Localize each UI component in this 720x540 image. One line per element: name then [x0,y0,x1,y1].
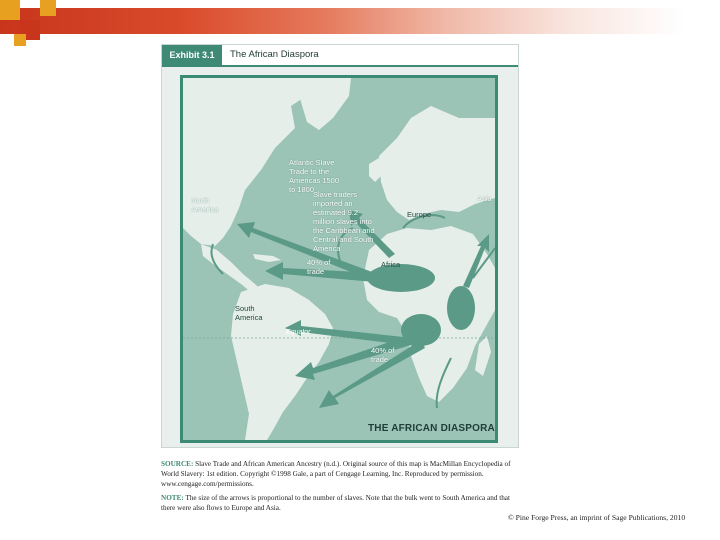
exhibit-number: Exhibit 3.1 [162,45,222,65]
top-decorative-bar [0,8,720,34]
madagascar-landmass [475,336,491,376]
copyright-notice: © Pine Forge Press, an imprint of Sage Publications, 2010 [508,513,686,522]
exhibit-figure [161,44,519,448]
label-40-percent-top: 40% of trade [307,258,331,276]
decorative-square [14,34,26,46]
label-north-america: North America [191,196,219,214]
label-asia: Asia [477,194,492,203]
africa-landmass [363,226,495,402]
label-slave-traders: Slave traders imported an estimated 9.2 million slaves into the Caribbean and Central and South America [313,190,375,253]
label-south-america: South America [235,304,263,322]
map-banner-title: THE AFRICAN DIASPORA [368,423,495,434]
note [161,493,517,513]
map-graphic [183,78,495,440]
exhibit-caption [161,459,517,513]
source-note [161,459,517,489]
decorative-square [40,0,56,16]
decorative-square [0,0,20,20]
source-text: Slave Trade and African American Ancestry (n.d.). Original source of this map is MacMillan Encyclopedia of World Slavery: 1st edition. Copyright ©1998 Gale, a part of Cengage Learning, Inc. Reproduced by permission. www.cengage.com/permissions. [161,460,511,488]
diaspora-map [180,75,498,443]
exhibit-title: The African Diaspora [230,49,319,60]
label-atlantic-slave-trade: Atlantic Slave Trade to the Americas 1500 to 1800 [289,158,340,194]
source-label: SOURCE: [161,460,194,468]
greenland-landmass [295,78,351,130]
label-40-percent-bottom: 40% of trade [371,346,395,364]
east-africa-source-region [447,286,475,330]
label-africa: Africa [381,260,401,269]
central-america-landmass [201,244,263,294]
label-europe: Europe [407,210,432,219]
exhibit-header [162,45,518,67]
note-label: NOTE: [161,494,184,502]
label-equator: Equator [286,329,311,336]
note-text: The size of the arrows is proportional to the number of slaves. Note that the bulk went to South America and that there were also flows to Europe and Asia. [161,494,510,512]
